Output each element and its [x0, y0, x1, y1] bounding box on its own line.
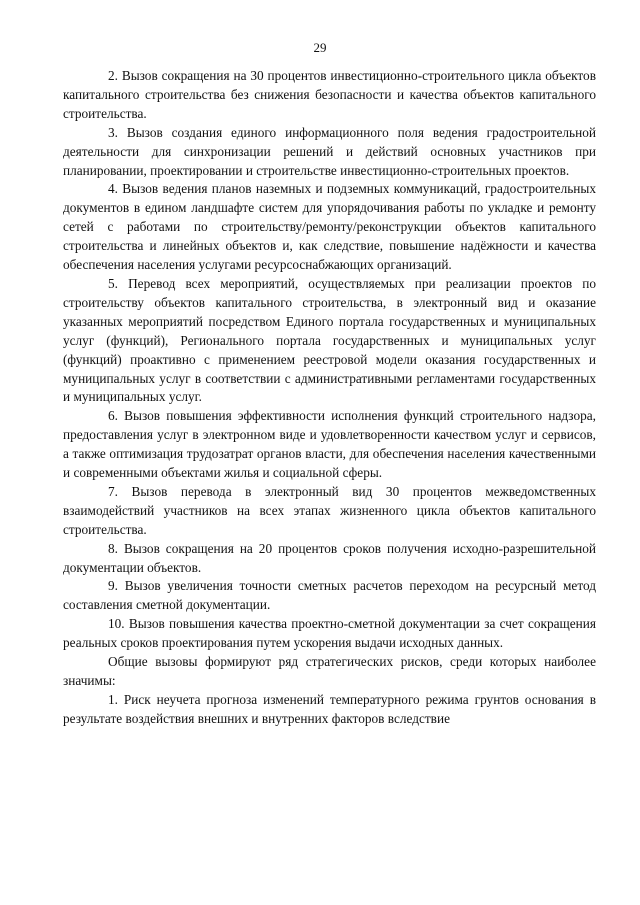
- paragraph-challenge-10: 10. Вызов повышения качества проектно-сметной документации за счет сокращения реальных сроков проектирования путем ускорения выдачи исходных данных.: [63, 616, 596, 651]
- paragraph-challenge-3: 3. Вызов создания единого информационного поля ведения градостроительной деятельности для синхронизации решений и действий основных участников при планировании, проектировании и строительстве инвестиционно-строительных проектов.: [63, 124, 596, 178]
- page-body: [63, 67, 596, 729]
- paragraph-risk-1: 1. Риск неучета прогноза изменений температурного режима грунтов основания в результате воздействия внешних и внутренних факторов вследствие: [63, 691, 596, 726]
- paragraph-challenge-9: 9. Вызов увеличения точности сметных расчетов переходом на ресурсный метод составления сметной документации.: [63, 578, 596, 613]
- page-number: 29: [313, 40, 327, 55]
- paragraph-challenge-6: 6. Вызов повышения эффективности исполнения функций строительного надзора, предоставления услуг в электронном виде и удовлетворенности качеством услуг и сервисов, а также оптимизация трудозатрат органов власти, для обеспечения населения качественными и современными объектами жилья и социальной сферы.: [63, 408, 596, 481]
- paragraph-challenge-4: 4. Вызов ведения планов наземных и подземных коммуникаций, градостроительных документов в едином ландшафте систем для упорядочивания работы по укладке и ремонту сетей с работами по строительству/ремонту/реконструкции объектов капитального строительства и линейных объектов и, как следствие, повышение надёжности и качества обеспечения населения услугами ресурсоснабжающих организаций.: [63, 181, 596, 273]
- paragraph-challenge-8: 8. Вызов сокращения на 20 процентов сроков получения исходно-разрешительной документации объектов.: [63, 540, 596, 575]
- paragraph-risks-intro: Общие вызовы формируют ряд стратегических рисков, среди которых наиболее значимы:: [63, 654, 596, 688]
- paragraph-challenge-2: 2. Вызов сокращения на 30 процентов инвестиционно-строительного цикла объектов капитального строительства без снижения безопасности и качества объектов капитального строительства.: [63, 68, 596, 121]
- paragraph-challenge-7: 7. Вызов перевода в электронный вид 30 процентов межведомственных взаимодействий участников на всех этапах жизненного цикла объектов капитального строительства.: [63, 483, 596, 537]
- paragraph-challenge-5: 5. Перевод всех мероприятий, осуществляемых при реализации проектов по строительству объектов капитального строительства, в электронный вид и оказание указанных мероприятий посредством Единого портала государственных и муниципальных услуг (функций), Регионального портала государственных и муниципальных услуг (функций) проактивно с применением реестровой модели оказания государственных и муниципальных услуг в соответствии с административными регламентами государственных и муниципальных услуг.: [63, 275, 596, 405]
